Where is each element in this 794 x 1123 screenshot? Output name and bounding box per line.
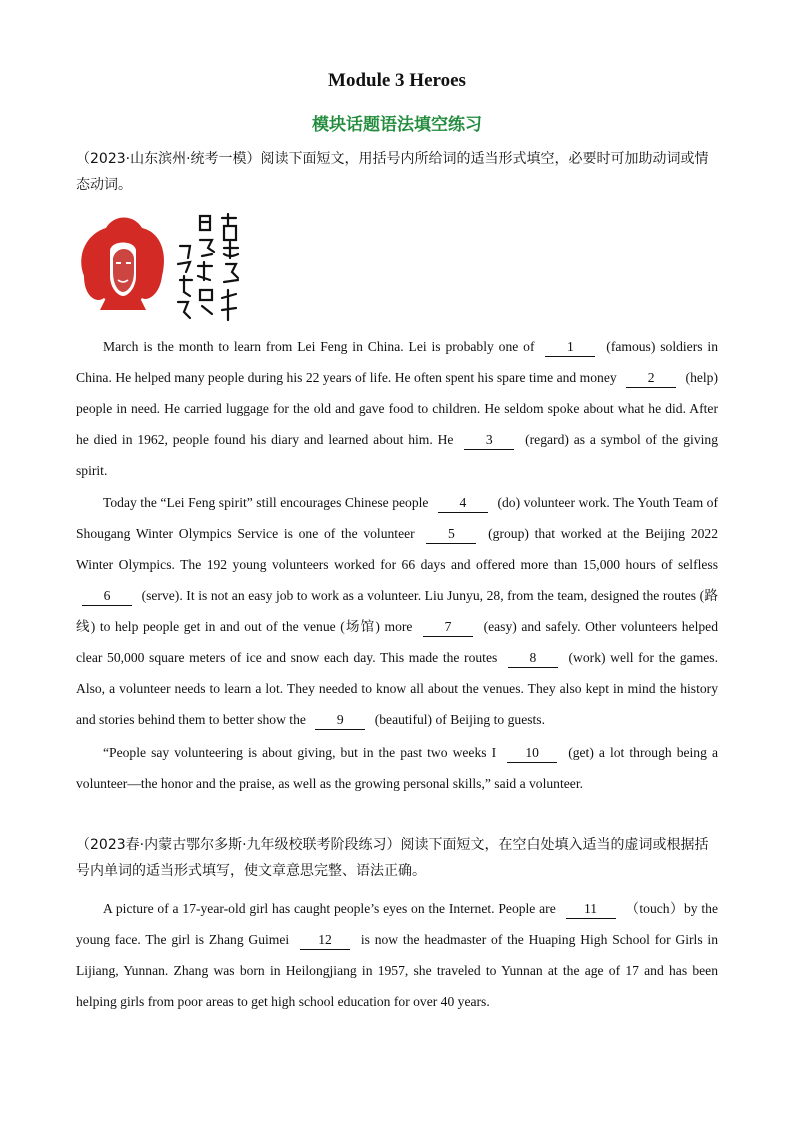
blank-12[interactable]: 12	[300, 931, 350, 950]
passage2-paragraph1	[76, 893, 718, 1017]
passage-text: (do) volunteer work. The Youth Team of Shougang Winter Olympics Service is one of the volunteer	[76, 495, 718, 541]
passage-text: (regard) as a symbol of the giving spirit.	[76, 432, 718, 478]
blank-4[interactable]: 4	[438, 494, 488, 513]
page-subtitle: 模块话题语法填空练习	[312, 115, 482, 135]
passage-text: (get) a lot through being a volunteer—the honor and the praise, as well as the growing personal skills,” said a volunteer.	[76, 745, 718, 791]
passage-text: (beautiful) of Beijing to guests.	[371, 712, 545, 727]
passage-text: (easy) and safely. Other volunteers helped clear 50,000 square meters of ice and snow each day. This made the routes	[76, 619, 718, 665]
blank-2[interactable]: 2	[626, 369, 676, 388]
blank-5[interactable]: 5	[426, 525, 476, 544]
blank-6[interactable]: 6	[82, 587, 132, 606]
blank-7[interactable]: 7	[423, 618, 473, 637]
section1-instruction: （2023·山东滨州·统考一模）阅读下面短文，用括号内所给词的适当形式填空，必要时可加助动词或情态动词。	[76, 151, 709, 193]
passage-text: Today the “Lei Feng spirit” still encourages Chinese people	[103, 495, 432, 510]
passage1-paragraph2	[76, 487, 718, 735]
passage1-paragraph3	[76, 737, 718, 799]
passage-text: （touch）by the young face. The girl is Zhang Guimei	[76, 901, 718, 947]
passage-text: (work) well for the games. Also, a volunteer needs to learn a lot. They needed to know all about the venues. They also kept in mind the history and stories behind them to better show the	[76, 650, 718, 727]
blank-8[interactable]: 8	[508, 649, 558, 668]
passage-text: is now the headmaster of the Huaping High School for Girls in Lijiang, Yunnan. Zhang was born in Heilongjiang in 1957, she traveled to Yunnan at the age of 17 and has been helping girls from poor areas to get high school education for over 40 years.	[76, 932, 718, 1009]
lei-feng-poster-image	[76, 206, 256, 331]
passage-text: (serve). It is not an easy job to work as a volunteer. Liu Junyu, 28, from the team, designed the routes (路线) to help people get in and out of the venue (场馆) more	[76, 588, 718, 634]
passage-text: (help) people in need. He carried luggage for the old and gave food to children. He seldom spoke about what he did. After he died in 1962, people found his diary and learned about him. He	[76, 370, 718, 447]
passage-text: (famous) soldiers in China. He helped many people during his 22 years of life. He often spent his spare time and money	[76, 339, 718, 385]
passage-text: “People say volunteering is about giving, but in the past two weeks I	[103, 745, 502, 760]
blank-1[interactable]: 1	[545, 338, 595, 357]
page-title: Module 3 Heroes	[328, 70, 466, 91]
blank-10[interactable]: 10	[507, 744, 557, 763]
passage-text: March is the month to learn from Lei Feng in China. Lei is probably one of	[103, 339, 540, 354]
section2-instruction: （2023春·内蒙古鄂尔多斯·九年级校联考阶段练习）阅读下面短文，在空白处填入适当的虚词或根据括号内单词的适当形式填写，使文章意思完整、语法正确。	[76, 837, 709, 879]
blank-9[interactable]: 9	[315, 711, 365, 730]
passage1-paragraph1	[76, 331, 718, 486]
blank-11[interactable]: 11	[566, 900, 616, 919]
passage-text: (group) that worked at the Beijing 2022 Winter Olympics. The 192 young volunteers worked for 66 days and offered more than 15,000 hours of selfless	[76, 526, 719, 572]
passage-text: A picture of a 17-year-old girl has caught people’s eyes on the Internet. People are	[103, 901, 560, 916]
blank-3[interactable]: 3	[464, 431, 514, 450]
